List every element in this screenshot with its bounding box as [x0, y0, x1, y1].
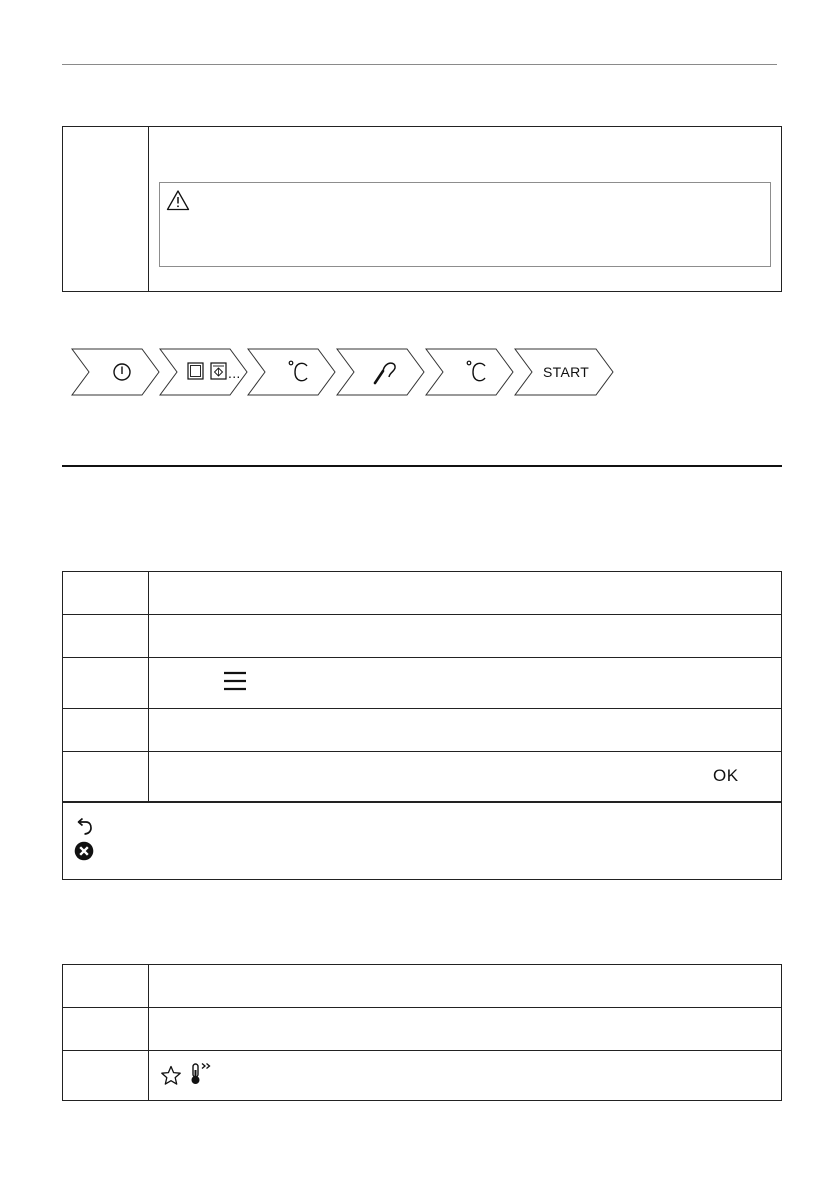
step-core-temperature	[426, 349, 513, 395]
step-sequence	[70, 346, 620, 398]
column-divider	[148, 127, 149, 291]
step-start	[515, 349, 613, 395]
step-temperature	[248, 349, 335, 395]
row-divider	[63, 614, 781, 615]
row-divider	[63, 751, 781, 752]
back-arrow-icon	[75, 816, 93, 836]
row-divider	[63, 1007, 781, 1008]
warning-box	[159, 182, 771, 267]
warning-triangle-icon	[166, 189, 190, 211]
menu-icon	[223, 670, 247, 692]
cancel-icon	[74, 841, 94, 861]
favourites-table	[62, 964, 782, 1101]
start-label: START	[543, 364, 590, 380]
header-rule	[62, 64, 777, 65]
star-icon	[160, 1065, 182, 1086]
menu-steps-table	[62, 571, 782, 880]
row-divider	[63, 657, 781, 658]
step-oven-function	[160, 349, 247, 395]
info-table	[62, 126, 782, 292]
step-power	[72, 349, 159, 395]
section-divider	[62, 465, 782, 467]
row-divider	[63, 801, 781, 803]
row-divider	[63, 708, 781, 709]
column-divider	[148, 965, 149, 1100]
column-divider	[148, 572, 149, 801]
row-divider	[63, 1050, 781, 1051]
step-food-sensor	[337, 349, 424, 395]
more-functions-ellipsis: ...	[228, 365, 241, 381]
fast-heat-up-icon	[190, 1061, 214, 1086]
ok-label: OK	[713, 766, 739, 785]
